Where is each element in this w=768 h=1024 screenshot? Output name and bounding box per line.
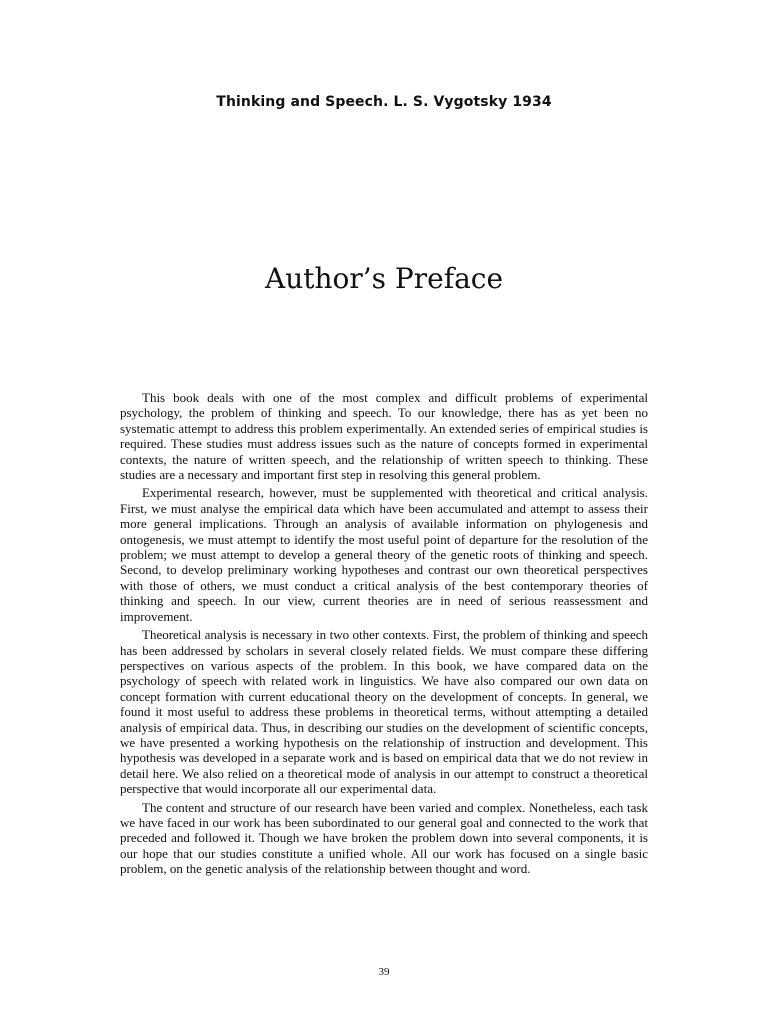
paragraph-4: The content and structure of our research have been varied and complex. Nonetheless, each task we have faced in our work has been subordinated to our general goal and connected to the work that preceded and followed it. Though we have broken the problem down into several components, it is our hope that our studies constitute a unified whole. All our work has focused on a single basic problem, on the genetic analysis of the relationship between thought and word. (120, 799, 648, 877)
paragraph-2: Experimental research, however, must be supplemented with theoretical and critical analysis. First, we must analyse the empirical data which have been accumulated and attempt to assess their more general implications. Through an analysis of available information on phylogenesis and ontogenesis, we must attempt to identify the most useful point of departure for the resolution of the problem; we must attempt to develop a general theory of the genetic roots of thinking and speech. Second, to develop preliminary working hypotheses and contrast our own theoretical perspectives with those of others, we must conduct a critical analysis of the best contemporary theories of thinking and speech. In our view, current theories are in need of serious reassessment and improvement. (120, 485, 648, 624)
chapter-title: Author’s Preface (264, 262, 504, 295)
page-number: 39 (378, 966, 390, 978)
paragraph-1: This book deals with one of the most complex and difficult problems of experimental psychology, the problem of thinking and speech. To our knowledge, there has as yet been no systematic attempt to address this problem experimentally. An extended series of empirical studies is required. These studies must address issues such as the nature of concepts formed in experimental contexts, the nature of written speech, and the relationship of written speech to thinking. These studies are a necessary and important first step in resolving this general problem. (120, 390, 648, 483)
body-text (120, 390, 648, 880)
paragraph-3: Theoretical analysis is necessary in two other contexts. First, the problem of thinking and speech has been addressed by scholars in several closely related fields. We must compare these differing perspectives on various aspects of the problem. In this book, we have compared data on the psychology of speech with related work in linguistics. We have also compared our own data on concept formation with current educational theory on the development of concepts. In general, we found it most useful to address these problems in theoretical terms, without attempting a detailed analysis of empirical data. Thus, in describing our studies on the development of scientific concepts, we have presented a working hypothesis on the relationship of instruction and development. This hypothesis was developed in a separate work and is based on empirical data that we do not review in detail here. We also relied on a theoretical mode of analysis in our attempt to construct a theoretical perspective that would incorporate all our experimental data. (120, 627, 648, 797)
running-header: Thinking and Speech. L. S. Vygotsky 1934 (216, 94, 552, 110)
